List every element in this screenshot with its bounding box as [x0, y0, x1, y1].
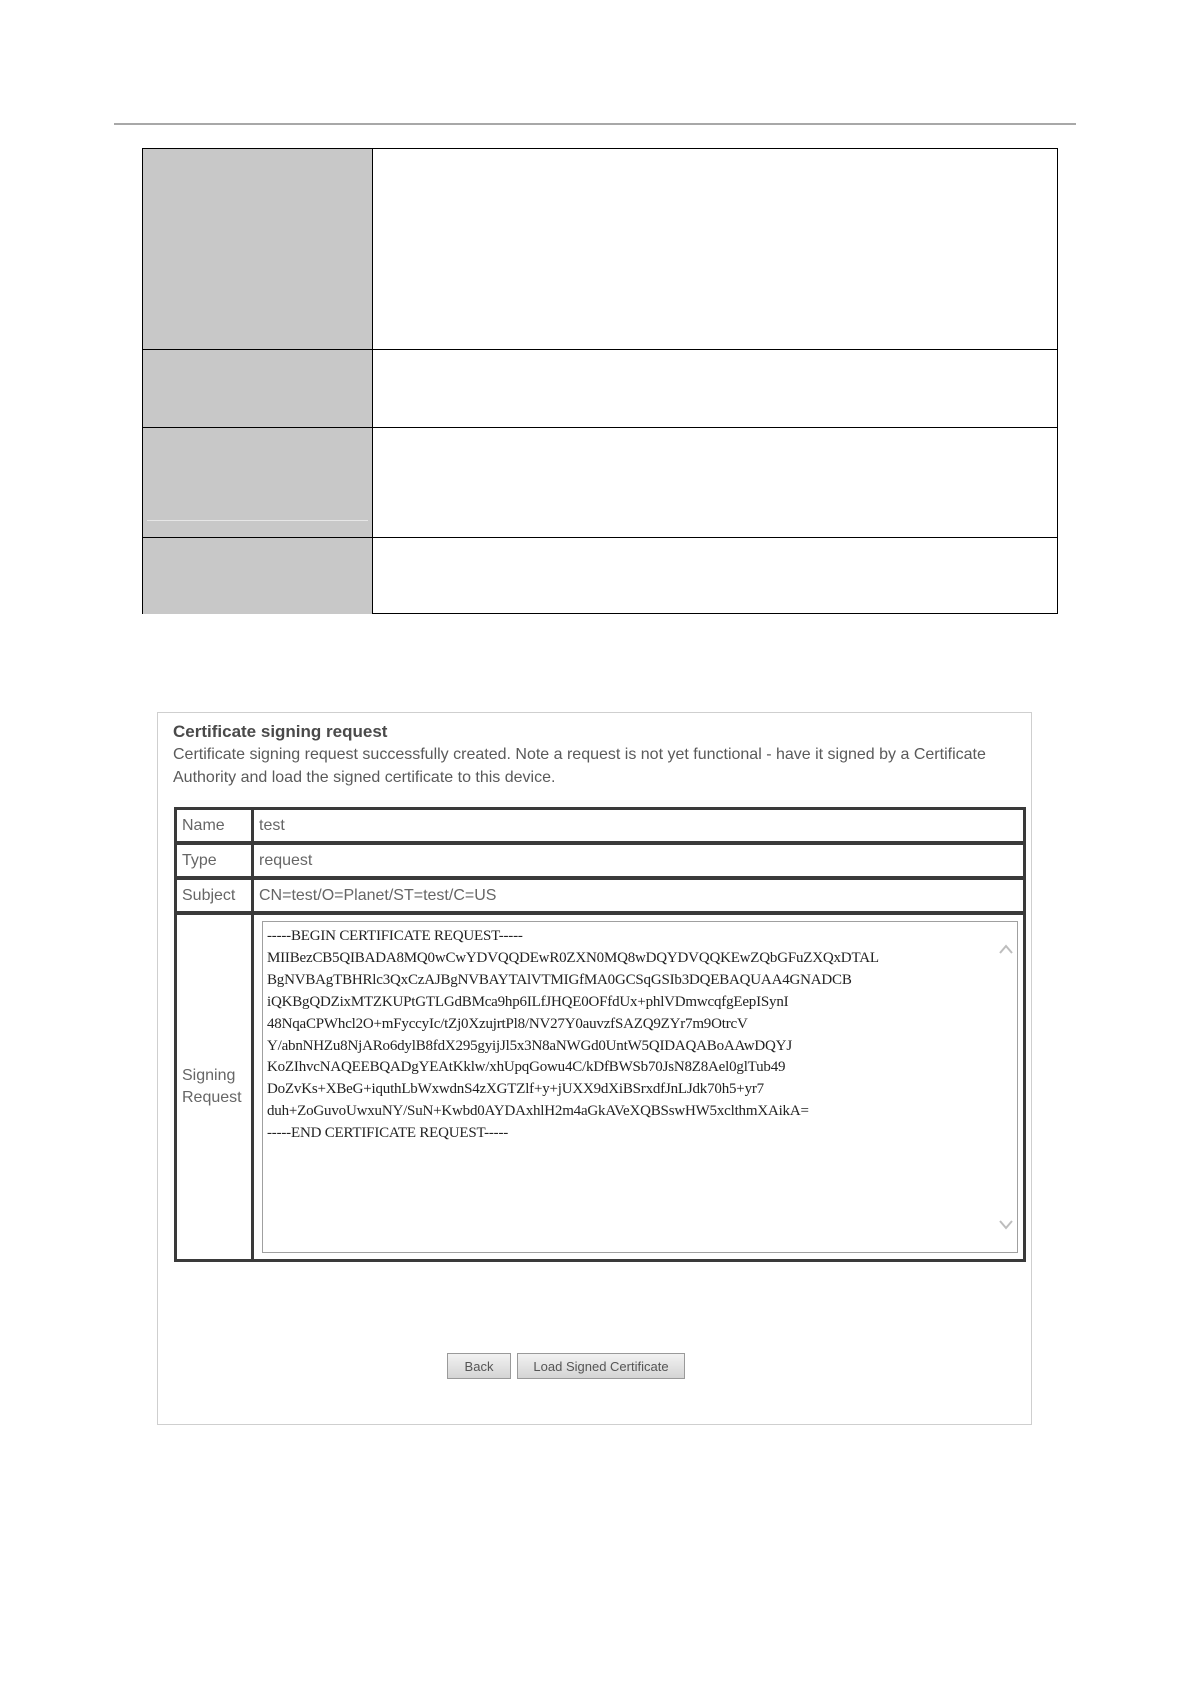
name-value: test	[259, 816, 285, 834]
panel-description: Certificate signing request successfully created. Note a request is not yet functional - have it signed by a Certificate Authority and load the signed certificate to this device.	[173, 746, 986, 786]
csr-panel	[157, 712, 1032, 1425]
description-row	[143, 428, 1057, 538]
certificate-table	[174, 807, 1026, 1287]
row-description-cell	[373, 428, 1057, 537]
description-row	[143, 350, 1057, 428]
panel-title: Certificate signing request	[173, 722, 388, 741]
row-label-cell	[143, 428, 373, 537]
table-row-name	[174, 807, 1026, 844]
subject-label: Subject	[177, 880, 254, 911]
chevron-down-icon[interactable]	[999, 1220, 1013, 1230]
description-row	[143, 149, 1057, 350]
type-value: request	[259, 851, 313, 869]
signing-request-label: Signing Request	[177, 915, 254, 1259]
row-label-cell	[143, 350, 373, 427]
divider	[147, 520, 368, 521]
signing-request-text[interactable]: -----BEGIN CERTIFICATE REQUEST----- MIIBezCB5QIBADA8MQ0wCwYDVQQDEwR0ZXN0MQ8wDQYDVQQKEwZQbGFuZXQxDTAL BgNVBAgTBHRlc3QxCzAJBgNVBAYTAlVTMIGfMA0GCSqGSIb3DQEBAQUAA4GNADCB iQKBgQDZixMTZKUPtGTLGdBMca9hp6ILfJHQE0OFfdUx+phlVDmwcqfgEepISynI 48NqaCPWhcl2O+mFyccyIc/tZj0XzujrtPl8/NV27Y0auvzfSAZQ9ZYr7m9OtrcV Y/abnNHZu8NjARo6dylB8fdX295gyijJl5x3N8aNWGd0UntW5QIDAQABoAAwDQYJ KoZIhvcNAQEEBQADgYEAtKklw/xhUpqGowu4C/kDfBWSb70JsN8Z8Ael0glTub49 DoZvKs+XBeG+iquthLbWxwdnS4zXGTZlf+y+jUXX9dXiBSrxdfJnLJdk70h5+yr7 duh+ZoGuvoUwxuNY/SuN+Kwbd0AYDAxhlH2m4aGkAVeXQBSswHW5xclthmXAikA= -----END CERTIFICATE REQUEST-----	[267, 928, 879, 1142]
subject-value: CN=test/O=Planet/ST=test/C=US	[259, 886, 497, 904]
row-label-cell	[143, 538, 373, 614]
description-table	[142, 148, 1058, 614]
chevron-up-icon[interactable]	[999, 944, 1013, 954]
back-button[interactable]: Back	[447, 1353, 511, 1379]
load-signed-certificate-button[interactable]: Load Signed Certificate	[517, 1353, 685, 1379]
table-row-subject	[174, 877, 1026, 914]
table-row-signing-request	[174, 912, 1026, 1262]
description-row	[143, 538, 1057, 614]
name-label: Name	[177, 810, 254, 841]
textarea-scrollbar[interactable]	[995, 922, 1017, 1252]
row-description-cell	[373, 350, 1057, 427]
table-row-type	[174, 842, 1026, 879]
row-description-cell	[373, 538, 1057, 614]
signing-request-textarea[interactable]	[262, 921, 1018, 1253]
row-label-cell	[143, 149, 373, 349]
row-description-cell	[373, 149, 1057, 349]
type-label: Type	[177, 845, 254, 876]
page-header-rule	[114, 123, 1076, 125]
